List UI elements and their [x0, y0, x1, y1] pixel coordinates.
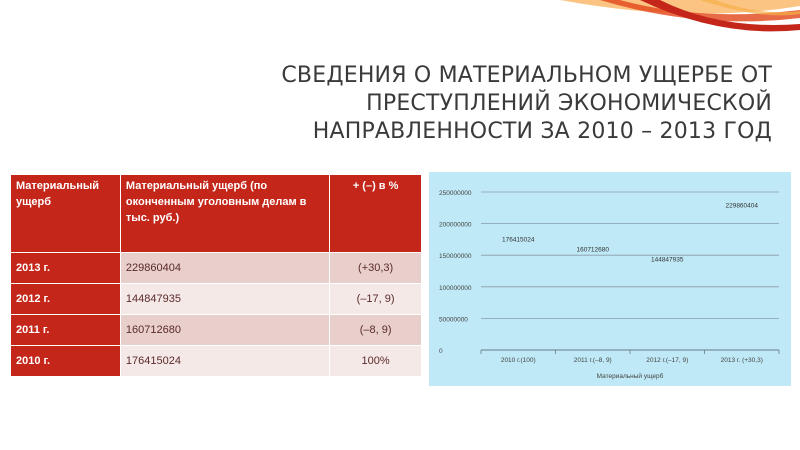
- y-tick-label: 50000000: [439, 316, 468, 324]
- row-change: (–8, 9): [330, 315, 422, 346]
- y-tick-label: 150000000: [439, 253, 472, 261]
- y-tick-label: 250000000: [439, 190, 472, 197]
- damage-chart: [429, 172, 791, 386]
- row-change: 100%: [330, 346, 422, 377]
- table-row: [11, 284, 422, 315]
- row-damage: 160712680: [120, 315, 329, 346]
- row-year: 2012 г.: [11, 284, 121, 315]
- row-year: 2011 г.: [11, 315, 121, 346]
- x-tick-label: 2013 г. (+30,3): [720, 357, 763, 364]
- row-damage: 176415024: [120, 346, 329, 377]
- title-line-3: НАПРАВЛЕННОСТИ ЗА 2010 – 2013 ГОД: [312, 119, 772, 144]
- table-header-row: [11, 175, 422, 253]
- table-row: [11, 315, 422, 346]
- row-damage: 144847935: [120, 284, 329, 315]
- data-label: 144847935: [650, 256, 684, 264]
- x-tick-label: 2011 г.(–8, 9): [573, 357, 612, 364]
- y-tick-label: 200000000: [439, 221, 472, 229]
- row-damage: 229860404: [120, 253, 329, 284]
- header-change: + (–) в %: [330, 175, 422, 253]
- row-change: (+30,3): [330, 253, 422, 284]
- table-row: [11, 346, 422, 377]
- row-change: (–17, 9): [330, 284, 422, 315]
- row-year: 2010 г.: [11, 346, 121, 377]
- title-line-2: ПРЕСТУПЛЕНИЙ ЭКОНОМИЧЕСКОЙ: [366, 91, 772, 116]
- row-year: 2013 г.: [11, 253, 121, 284]
- damage-table: [10, 174, 422, 377]
- title-line-1: СВЕДЕНИЯ О МАТЕРИАЛЬНОМ УЩЕРБЕ ОТ: [281, 63, 772, 88]
- x-tick-label: 2010 г.(100): [500, 357, 536, 364]
- table-row: [11, 253, 422, 284]
- data-label: 229860404: [725, 202, 759, 210]
- y-tick-label: 100000000: [439, 284, 472, 292]
- header-damage: Материальный ущерб: [11, 175, 121, 253]
- data-label: 176415024: [501, 236, 535, 244]
- data-label: 160712680: [576, 246, 610, 254]
- chart-svg: [429, 172, 791, 386]
- decorative-swoosh: [0, 0, 800, 40]
- y-tick-label: 0: [439, 348, 443, 355]
- x-tick-label: 2012 г.(–17, 9): [646, 357, 689, 364]
- slide-title: [212, 62, 772, 146]
- header-damage-detail: Материальный ущерб (по оконченным уголовным делам в тыс. руб.): [120, 175, 329, 253]
- x-axis-title: Материальный ущерб: [596, 373, 664, 380]
